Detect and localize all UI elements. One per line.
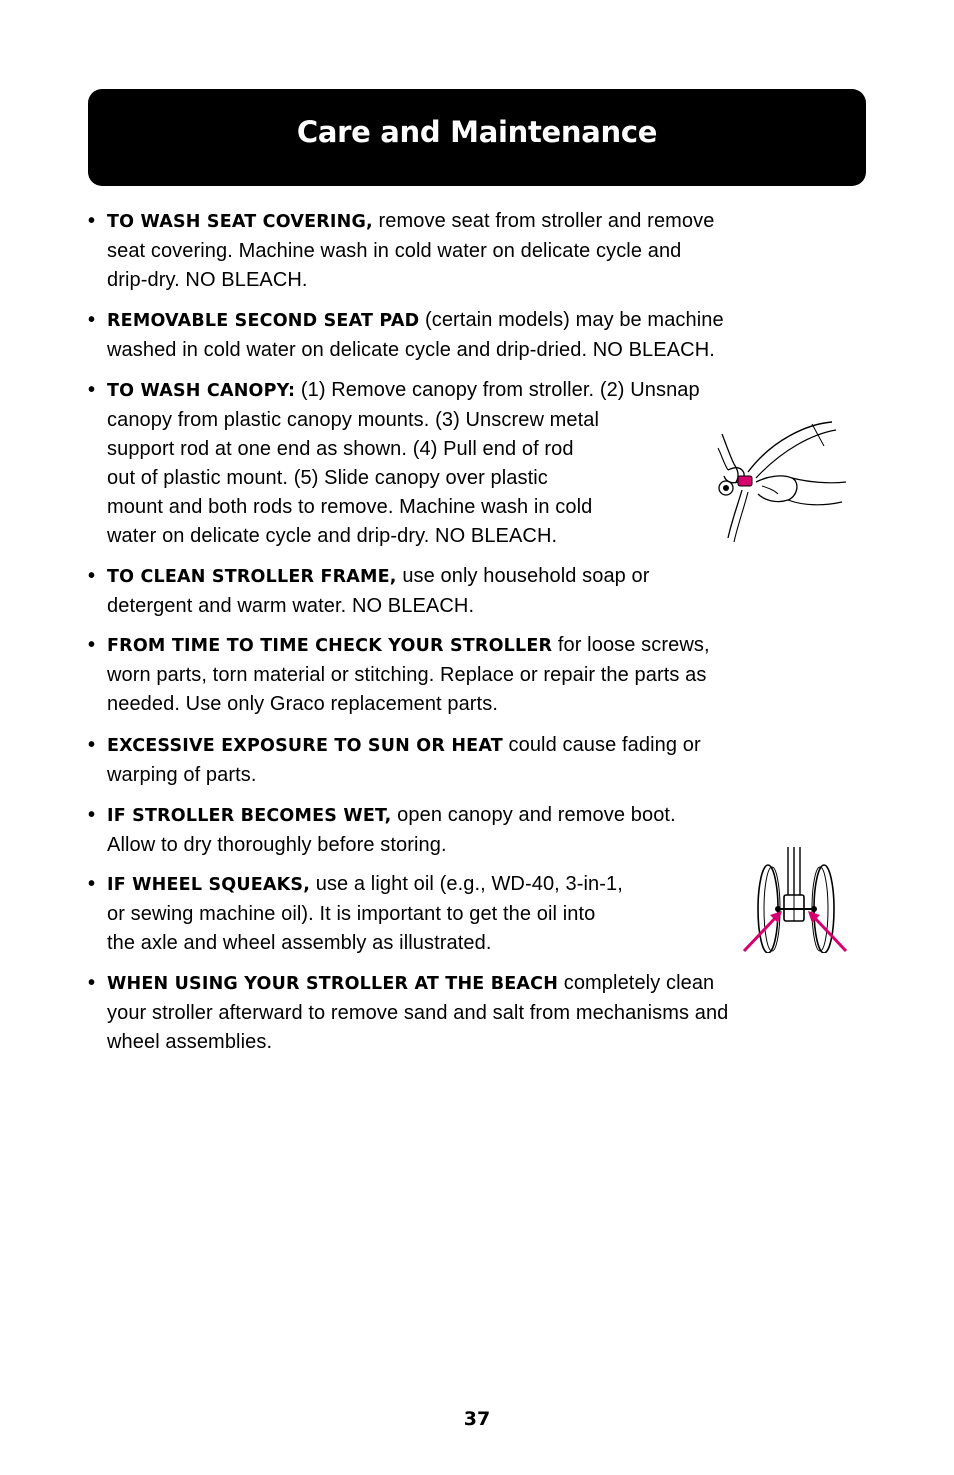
item-text: (certain models) may be machine	[419, 309, 724, 331]
item-text: the axle and wheel assembly as illustrated.	[107, 932, 492, 954]
item-text: warping of parts.	[107, 764, 257, 786]
bullet: •	[88, 972, 96, 994]
item-text: remove seat from stroller and remove	[372, 210, 715, 232]
bullet: •	[88, 210, 96, 232]
list-item-body	[107, 870, 623, 958]
list-item-body	[107, 731, 701, 790]
item-text: or sewing machine oil). It is important to get the oil into	[107, 903, 596, 925]
item-text: (1) Remove canopy from stroller. (2) Unsnap	[295, 379, 700, 401]
wheel-axle-illustration	[740, 845, 850, 953]
item-text: completely clean	[558, 972, 715, 994]
list-item-body	[107, 801, 676, 860]
item-text: washed in cold water on delicate cycle and drip-dried. NO BLEACH.	[107, 339, 715, 361]
list-item	[88, 306, 724, 365]
page-title: Care and Maintenance	[296, 115, 658, 149]
section-title-bar	[88, 89, 866, 186]
list-item	[88, 870, 623, 958]
list-item	[88, 969, 728, 1057]
item-text: drip-dry. NO BLEACH.	[107, 269, 308, 291]
canopy-rod-illustration	[712, 420, 850, 544]
item-text: use only household soap or	[396, 565, 650, 587]
bullet: •	[88, 309, 96, 331]
bullet: •	[88, 734, 96, 756]
list-item	[88, 801, 676, 860]
item-text: use a light oil (e.g., WD-40, 3-in-1,	[310, 873, 623, 895]
bullet: •	[88, 379, 96, 401]
item-text: needed. Use only Graco replacement parts.	[107, 693, 498, 715]
list-item-body	[107, 306, 724, 365]
item-text: your stroller afterward to remove sand and salt from mechanisms and	[107, 1002, 729, 1024]
list-item-body	[107, 631, 710, 719]
bullet: •	[88, 873, 96, 895]
bullet: •	[88, 634, 96, 656]
item-lead: EXCESSIVE EXPOSURE TO SUN OR HEAT	[107, 736, 503, 756]
item-text: out of plastic mount. (5) Slide canopy over plastic	[107, 467, 548, 489]
list-item	[88, 376, 700, 551]
item-text: detergent and warm water. NO BLEACH.	[107, 595, 475, 617]
item-text: support rod at one end as shown. (4) Pull end of rod	[107, 438, 574, 460]
item-lead: TO CLEAN STROLLER FRAME,	[107, 567, 397, 587]
item-text: mount and both rods to remove. Machine wash in cold	[107, 496, 593, 518]
item-lead: FROM TIME TO TIME CHECK YOUR STROLLER	[107, 636, 553, 656]
item-text: could cause fading or	[502, 734, 701, 756]
item-text: water on delicate cycle and drip-dry. NO BLEACH.	[107, 525, 558, 547]
item-lead: TO WASH CANOPY:	[107, 381, 296, 401]
bullet: •	[88, 804, 96, 826]
item-lead: REMOVABLE SECOND SEAT PAD	[107, 311, 420, 331]
item-text: Allow to dry thoroughly before storing.	[107, 834, 447, 856]
page-number: 37	[463, 1408, 491, 1430]
item-lead: WHEN USING YOUR STROLLER AT THE BEACH	[107, 974, 559, 994]
item-text: for loose screws,	[552, 634, 710, 656]
list-item	[88, 731, 701, 790]
item-lead: IF WHEEL SQUEAKS,	[107, 875, 311, 895]
list-item-body	[107, 562, 650, 621]
bullet: •	[88, 565, 96, 587]
item-text: wheel assemblies.	[107, 1031, 273, 1053]
item-lead: IF STROLLER BECOMES WET,	[107, 806, 392, 826]
item-text: worn parts, torn material or stitching. Replace or repair the parts as	[107, 664, 707, 686]
list-item	[88, 631, 710, 719]
list-item-body	[107, 376, 700, 551]
list-item-body	[107, 207, 714, 295]
item-text: open canopy and remove boot.	[391, 804, 676, 826]
list-item	[88, 207, 714, 295]
list-item	[88, 562, 650, 621]
item-text: canopy from plastic canopy mounts. (3) Unscrew metal	[107, 409, 600, 431]
item-text: seat covering. Machine wash in cold water on delicate cycle and	[107, 240, 682, 262]
list-item-body	[107, 969, 728, 1057]
item-lead: TO WASH SEAT COVERING,	[107, 212, 373, 232]
